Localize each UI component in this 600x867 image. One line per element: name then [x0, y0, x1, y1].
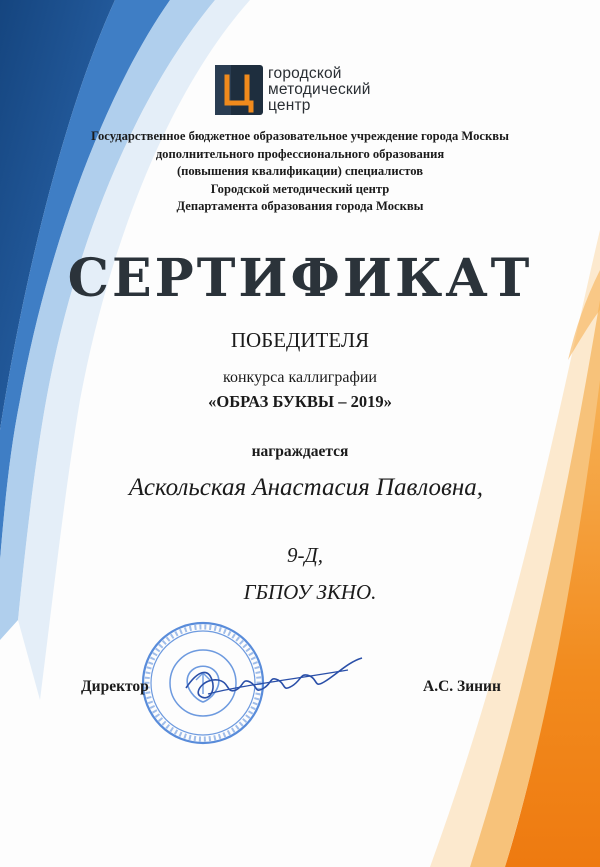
org-line: Государственное бюджетное образовательное учреждение города Москвы [91, 129, 509, 143]
signature-icon [178, 650, 368, 710]
org-line: (повышения квалификации) специалистов [176, 164, 424, 178]
logo-line-1: городской [268, 65, 342, 82]
logo-text [268, 66, 371, 114]
certificate-subtitle: ПОБЕДИТЕЛЯ [230, 328, 370, 352]
org-line: дополнительного профессионального образования [155, 146, 445, 161]
director-name: А.С. Зинин [423, 678, 501, 695]
certificate-title: СЕРТИФИКАТ [67, 248, 533, 309]
logo-line-2: методический [268, 81, 371, 98]
organization-header [40, 128, 560, 216]
contest-name: «ОБРАЗ БУКВЫ – 2019» [208, 392, 392, 411]
recipient-name: Аскольская Анастасия Павловна, [128, 474, 484, 501]
org-line: Городской методический центр [210, 181, 390, 196]
org-line: Департамента образования города Москвы [176, 199, 424, 213]
contest-line: конкурса каллиграфии [223, 369, 377, 386]
awarded-label: награждается [251, 443, 349, 460]
recipient-school: ГБПОУ ЗКНО. [243, 580, 377, 604]
logo-line-3: центр [268, 97, 311, 114]
director-label: Директор [81, 678, 149, 695]
recipient-grade: 9-Д, [286, 543, 324, 567]
